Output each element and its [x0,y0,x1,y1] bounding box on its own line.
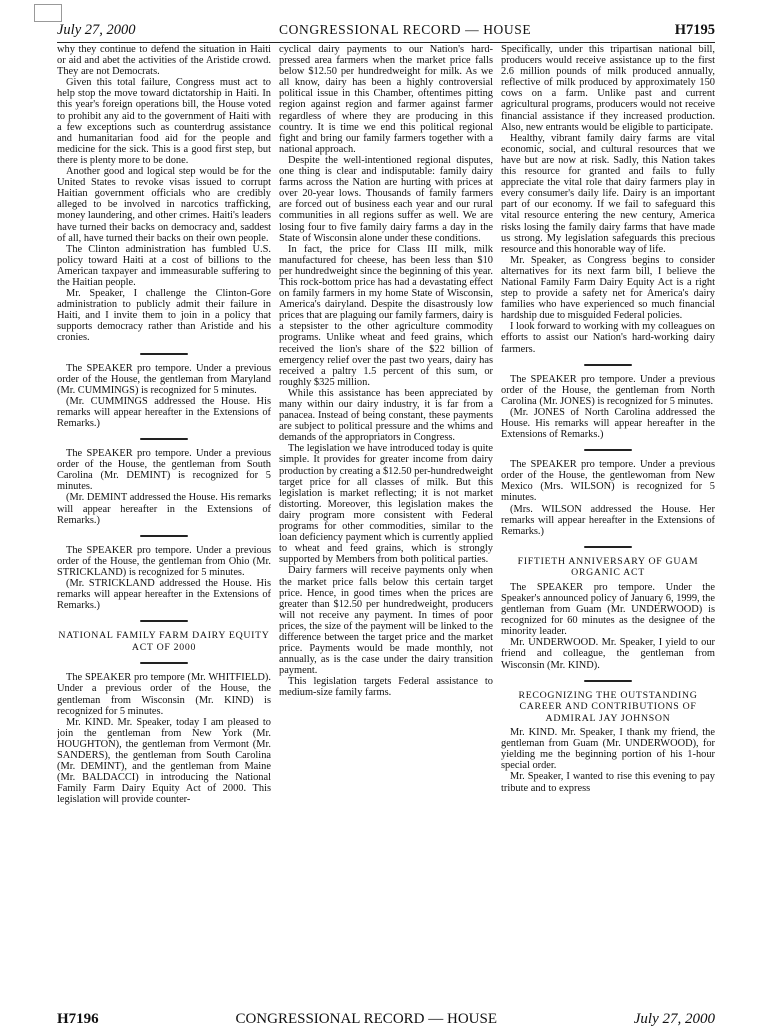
next-page-header-fragment [57,1011,715,1027]
paragraph: Healthy, vibrant family dairy farms are vital economic, social, and cultural resources that we have but are now at risk. Sadly, this Nation takes this resource for granted and fails to fully appreciate the vital role that dairy farmers play in every consumer's daily life. Dairy is an important part of our economy. If we fail to safeguard this vital resource entering the new century, America risks losing the family dairy farms that have made us strong. My legislation safeguards this precious resource and this honorable way of life. [501,132,715,255]
paragraph: This legislation targets Federal assistance to medium-size family farms. [279,676,493,699]
paragraph: Mr. KIND. Mr. Speaker, I thank my friend, the gentleman from Guam (Mr. UNDERWOOD), for yielding me the beginning portion of his 1-hour special order. [501,727,715,772]
paragraph: (Mr. STRICKLAND addressed the House. His remarks will appear hereafter in the Extensions of Remarks.) [57,578,271,612]
header-page-number: H7195 [674,22,715,38]
section-heading: FIFTIETH ANNIVERSARY OF GUAM ORGANIC ACT [517,555,699,579]
paragraph: Another good and logical step would be for the United States to revoke visas issued to corrupt Haitian government officials who are credibly alleged to be involved in narcotics trafficking, money laundering, and other crimes. Haiti's leaders have turned their backs on democracy and, saddest of all, have turned their backs on their own people. [57,166,271,244]
footer-date: July 27, 2000 [633,1011,715,1027]
section-heading: NATIONAL FAMILY FARM DAIRY EQUITY ACT OF 2000 [58,630,270,653]
section-heading: RECOGNIZING THE OUTSTANDING CAREER AND CONTRIBUTIONS OF ADMIRAL JAY JOHNSON [518,689,698,724]
header-title: CONGRESSIONAL RECORD — HOUSE [279,22,532,37]
paragraph: (Mr. DEMINT addressed the House. His remarks will appear hereafter in the Extensions of Remarks.) [57,492,271,526]
section-divider [584,680,632,682]
paragraph: The legislation we have introduced today is quite simple. It provides for greater income from dairy production by creating a $12.50 per-hundredweight target price for all classes of milk. But this legislation is market reflecting; it is not market distorting. Moreover, this legislation makes the dairy program more consistent with Federal programs for other commodities, similar to the loan deficiency payment which is currently applied to wheat and feed grains, which is strongly supported by Members from both political parties. [279,443,493,566]
body-columns [57,44,715,1004]
section-divider [584,364,632,366]
paragraph: Mr. Speaker, I wanted to rise this evening to pay tribute and to express [501,771,715,794]
column-2 [279,44,493,1004]
paragraph: Despite the well-intentioned regional disputes, one thing is clear and indisputable: family dairy farms across the Nation are hurting with prices at over 20-year lows. Thousands of family farmers are forced out of business each year and our rural communities in all regions suffer as well. We are losing four to five family dairy farms a day in the State of Wisconsin alone under these conditions. [279,154,493,244]
paragraph: In fact, the price for Class III milk, milk manufactured for cheese, has been less than $10 per hundredweight since the beginning of this year. This rock-bottom price has had a devastating effect on family farmers in my home State of Wisconsin, America's dairyland. Despite the disastrously low prices that are plaguing our family farmers, dairy is a stepsister to the other agriculture commodity programs. Unlike wheat and feed grains, which received the lion's share of the $22 billion of emergency relief over the past two years, dairy has received a paltry 1.5 percent of this sum, or roughly $325 million. [279,243,493,388]
paragraph: I look forward to working with my colleagues on efforts to assist our Nation's hard-working dairy farmers. [501,321,715,355]
paragraph: The SPEAKER pro tempore. Under the Speaker's announced policy of January 6, 1999, the gentleman from Guam (Mr. UNDERWOOD) is recognized for 60 minutes as the designee of the minority leader. [501,581,715,638]
page-header [57,22,715,43]
section-divider [140,535,188,537]
paragraph: Dairy farmers will receive payments only when the market price falls below this certain target price. Hence, in good times when the prices are greater than $12.50 per hundredweight, producers will not receive any payment. In times of poor prices, the size of the payment will be linked to the difference between the target price and the market price. Payments would be made monthly, not annually, as is the case under the dairy transition payment. [279,565,493,677]
section-divider [140,438,188,440]
paragraph: cyclical dairy payments to our Nation's hard-pressed area farmers when the market price falls below $12.50 per hundredweight for milk. As we all know, dairy has been a highly controversial political issue in this Chamber, oftentimes pitting region against region and farmer against farmer regardless of where they are producing in this country. It is time we end this political regional fight and bring our family farmers together with a national approach. [279,44,493,155]
section-divider [140,620,188,622]
gpo-logo [34,4,62,22]
paragraph: Mr. KIND. Mr. Speaker, today I am pleased to join the gentleman from New York (Mr. HOUGHTON), the gentleman from Vermont (Mr. SANDERS), the gentleman from South Carolina (Mr. DEMINT), and the gentleman from Maine (Mr. BALDACCI) in introducing the National Family Farm Dairy Equity Act of 2000. This legislation will provide counter- [57,716,271,806]
paragraph: why they continue to defend the situation in Haiti or aid and abet the activities of the Aristide crowd. They are not Democrats. [57,44,271,78]
paragraph: Mr. Speaker, I challenge the Clinton-Gore administration to publicly admit their failure in Haiti, and I invite them to join in a policy that supports democracy rather than Aristide and his cronies. [57,288,271,344]
paragraph: Specifically, under this tripartisan national bill, producers would receive assistance up to the first 2.6 million pounds of milk produced annually, reflective of milk produced by approximately 150 cows on a farm. Unlike past and current agricultural programs, producers would not receive financial assistance if they increased production. Also, new entrants would be eligible to participate. [501,44,715,133]
paragraph: (Mr. JONES of North Carolina addressed the House. His remarks will appear hereafter in the Extensions of Remarks.) [501,406,715,441]
header-date: July 27, 2000 [57,22,136,38]
section-divider [140,353,188,355]
paragraph: Given this total failure, Congress must act to help stop the move toward dictatorship in Haiti. In this year's foreign operations bill, the House voted to prohibit any aid to the government of Haiti with a few exceptions such as counterdrug assistance and humanitarian food aid for the people and medicine for the sick. This is a good first step, but there is plenty more to be done. [57,77,271,166]
paragraph: The SPEAKER pro tempore. Under a previous order of the House, the gentleman from North Carolina (Mr. JONES) is recognized for 5 minutes. [501,373,715,407]
paragraph: The SPEAKER pro tempore (Mr. WHITFIELD). Under a previous order of the House, the gentleman from Wisconsin (Mr. KIND) is recognized for 5 minutes. [57,672,271,717]
column-3 [501,44,715,1004]
paragraph: The SPEAKER pro tempore. Under a previous order of the House, the gentlewoman from New Mexico (Mrs. WILSON) is recognized for 5 minutes. [501,459,715,504]
paragraph: The Clinton administration has fumbled U.S. policy toward Haiti at a cost of billions to the American taxpayer and immeasurable suffering to the Haitian people. [57,243,271,288]
paragraph: While this assistance has been appreciated by many within our dairy industry, it is far from a panacea. Instead of being constant, these payments are subject to political pressure and the whims and demands of the appropriators in Congress. [279,387,493,444]
section-divider [584,546,632,548]
paragraph: (Mr. CUMMINGS addressed the House. His remarks will appear hereafter in the Extensions of Remarks.) [57,395,271,429]
paragraph: Mr. UNDERWOOD. Mr. Speaker, I yield to our friend and colleague, the gentleman from Wisconsin (Mr. KIND). [501,637,715,671]
section-divider [140,662,188,664]
footer-page-number: H7196 [57,1011,99,1027]
section-divider [584,449,632,451]
paragraph: Mr. Speaker, as Congress begins to consider alternatives for its next farm bill, I believe the National Family Farm Dairy Equity Act is a right step to provide a safety net for America's dairy families who have experienced so much financial hardship due to misguided Federal policies. [501,254,715,322]
footer-title: CONGRESSIONAL RECORD — HOUSE [235,1011,497,1027]
column-1 [57,44,271,1004]
paragraph: The SPEAKER pro tempore. Under a previous order of the House, the gentleman from Maryland (Mr. CUMMINGS) is recognized for 5 minutes. [57,362,271,396]
paragraph: The SPEAKER pro tempore. Under a previous order of the House, the gentleman from Ohio (Mr. STRICKLAND) is recognized for 5 minutes. [57,544,271,578]
paragraph: (Mrs. WILSON addressed the House. Her remarks will appear hereafter in the Extensions of Remarks.) [501,503,715,537]
paragraph: The SPEAKER pro tempore. Under a previous order of the House, the gentleman from South Carolina (Mr. DEMINT) is recognized for 5 minutes. [57,448,271,493]
